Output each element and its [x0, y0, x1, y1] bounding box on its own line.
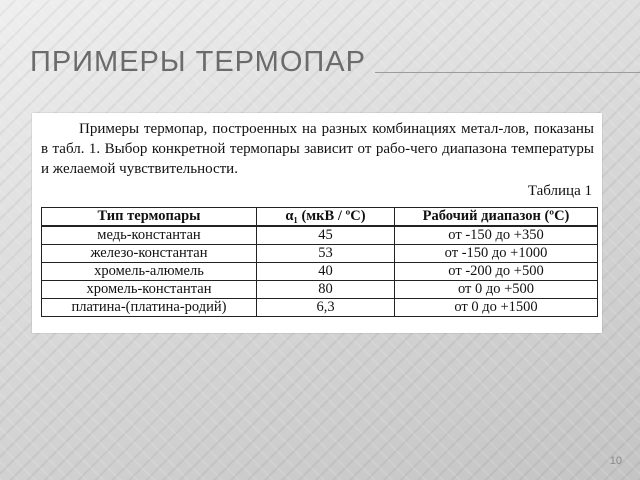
table-header-row [42, 208, 598, 227]
cell-sensitivity: 80 [257, 281, 395, 299]
table-caption: Таблица 1 [527, 183, 592, 199]
table-row [42, 263, 598, 281]
cell-sensitivity: 53 [257, 245, 395, 263]
table-row [42, 245, 598, 263]
cell-sensitivity: 40 [257, 263, 395, 281]
thermocouple-table [41, 207, 598, 317]
cell-range: от -200 до +500 [395, 263, 598, 281]
table-row [42, 281, 598, 299]
content-box [32, 113, 602, 333]
cell-sensitivity: 6,3 [257, 299, 395, 317]
intro-paragraph: Примеры термопар, построенных на разных комбинациях метал-лов, показаны в табл. 1. Выбор конкретной термопары зависит от рабо-чего диапазона температуры и желаемой чувствительности. [41, 121, 594, 177]
cell-type: железо-константан [42, 245, 257, 263]
cell-type: медь-константан [42, 226, 257, 245]
header-range: Рабочий диапазон (ºС) [395, 208, 598, 227]
cell-type: хромель-константан [42, 281, 257, 299]
page-number: 10 [609, 455, 622, 467]
cell-range: от 0 до +1500 [395, 299, 598, 317]
cell-range: от -150 до +350 [395, 226, 598, 245]
cell-type: хромель-алюмель [42, 263, 257, 281]
table-row [42, 299, 598, 317]
header-sensitivity: α₁ (мкВ / ºС) [257, 208, 395, 227]
cell-type: платина-(платина-родий) [42, 299, 257, 317]
slide-title: ПРИМЕРЫ ТЕРМОПАР [30, 46, 366, 78]
header-type: Тип термопары [42, 208, 257, 227]
cell-sensitivity: 45 [257, 226, 395, 245]
cell-range: от -150 до +1000 [395, 245, 598, 263]
cell-range: от 0 до +500 [395, 281, 598, 299]
title-divider [375, 72, 640, 73]
table-row [42, 226, 598, 245]
